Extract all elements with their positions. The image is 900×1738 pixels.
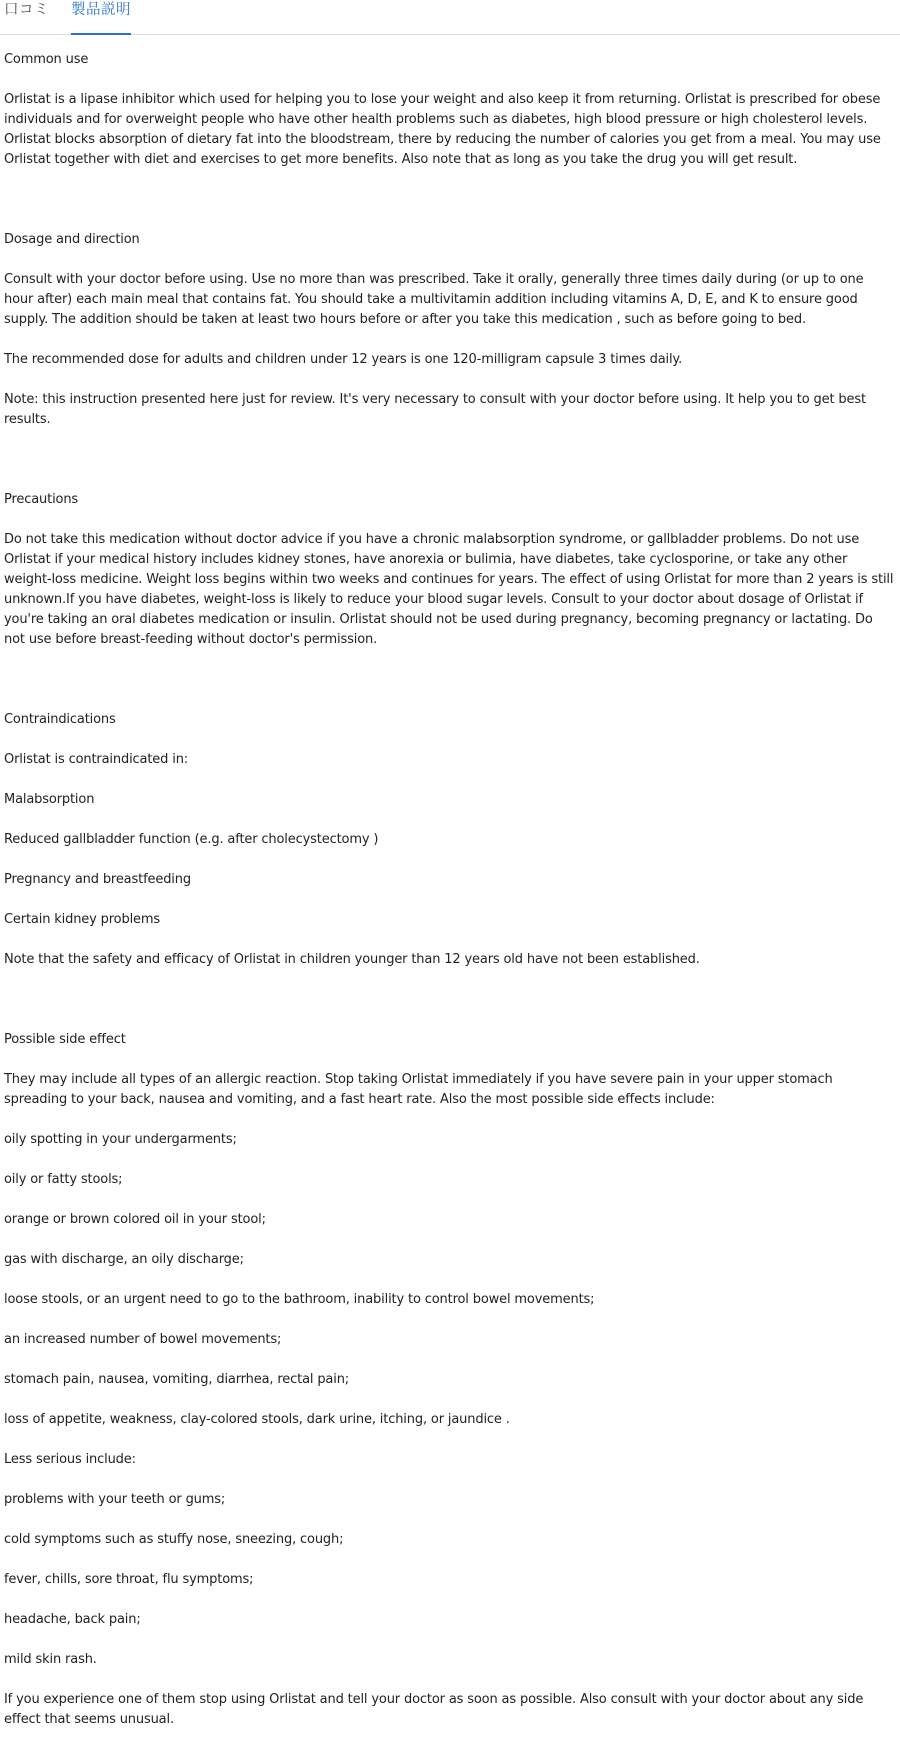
list-item: Malabsorption [4,792,95,807]
list-item: loose stools, or an urgent need to go to the bathroom, inability to control bowel movements; [4,1292,595,1307]
paragraph: Orlistat is a lipase inhibitor which used for helping you to lose your weight and also keep it from returning. Orlistat is prescribed for obese individuals and for overweight people who have other health problems such as diabetes, high blood pressure or high cholesterol levels. Orlistat blocks absorption of dietary fat into the bloodstream, there by reducing the number of calories you get from a meal. You may use Orlistat together with diet and exercises to get more benefits. Also note that as long as you take the drug you will get result. [4,92,881,167]
product-description-content [0,50,900,1730]
list-item: fever, chills, sore throat, flu symptoms; [4,1572,254,1587]
list-item: oily or fatty stools; [4,1172,123,1187]
list-item: orange or brown colored oil in your stool; [4,1212,266,1227]
paragraph: Orlistat is contraindicated in: [4,752,189,767]
list-item: Certain kidney problems [4,912,161,927]
list-item: oily spotting in your undergarments; [4,1132,237,1147]
list-item: headache, back pain; [4,1612,141,1627]
list-item: stomach pain, nausea, vomiting, diarrhea, rectal pain; [4,1372,350,1387]
list-item: cold symptoms such as stuffy nose, sneezing, cough; [4,1532,344,1547]
section-title: Possible side effect [4,1032,126,1047]
paragraph: Note: this instruction presented here just for review. It's very necessary to consult with your doctor before using. It help you to get best results. [4,392,866,427]
paragraph: Consult with your doctor before using. Use no more than was prescribed. Take it orally, generally three times daily during (or up to one hour after) each main meal that contains fat. You should take a multivitamin addition including vitamins A, D, E, and K to ensure good supply. The addition should be taken at least two hours before or after you take this medication , such as before going to bed. [4,272,864,327]
section-title: Precautions [4,492,79,507]
tab-bar [0,0,900,35]
section-dosage [4,230,896,430]
paragraph: If you experience one of them stop using Orlistat and tell your doctor as soon as possible. Also consult with your doctor about any side effect that seems unusual. [4,1692,864,1727]
tab-product-description[interactable]: 製品説明 [71,0,131,35]
list-item: an increased number of bowel movements; [4,1332,282,1347]
paragraph: Less serious include: [4,1452,136,1467]
section-title: Common use [4,52,89,67]
section-title: Contraindications [4,712,116,727]
list-item: gas with discharge, an oily discharge; [4,1252,244,1267]
list-item: mild skin rash. [4,1652,97,1667]
section-title: Dosage and direction [4,232,140,247]
list-item: Reduced gallbladder function (e.g. after cholecystectomy ) [4,832,379,847]
tab-reviews[interactable]: 口コミ [4,2,49,18]
paragraph: They may include all types of an allergic reaction. Stop taking Orlistat immediately if you have severe pain in your upper stomach spreading to your back, nausea and vomiting, and a fast heart rate. Also the most possible side effects include: [4,1072,833,1107]
section-contraindications [4,710,896,970]
paragraph: Note that the safety and efficacy of Orlistat in children younger than 12 years old have not been established. [4,952,700,967]
list-item: loss of appetite, weakness, clay-colored stools, dark urine, itching, or jaundice . [4,1412,510,1427]
paragraph: The recommended dose for adults and children under 12 years is one 120-milligram capsule 3 times daily. [4,352,683,367]
paragraph: Do not take this medication without doctor advice if you have a chronic malabsorption syndrome, or gallbladder problems. Do not use Orlistat if your medical history includes kidney stones, have anorexia or bulimia, have diabetes, take cyclosporine, or take any other weight-loss medicine. Weight loss begins within two weeks and continues for years. The effect of using Orlistat for more than 2 years is still unknown.If you have diabetes, weight-loss is likely to reduce your blood sugar levels. Consult to your doctor about dosage of Orlistat if you're taking an oral diabetes medication or insulin. Orlistat should not be used during pregnancy, becoming pregnancy or lactating. Do not use before breast-feeding without doctor's permission. [4,532,894,647]
list-item: problems with your teeth or gums; [4,1492,226,1507]
section-precautions [4,490,896,650]
section-side-effects [4,1030,896,1730]
section-common-use [4,50,896,170]
list-item: Pregnancy and breastfeeding [4,872,191,887]
